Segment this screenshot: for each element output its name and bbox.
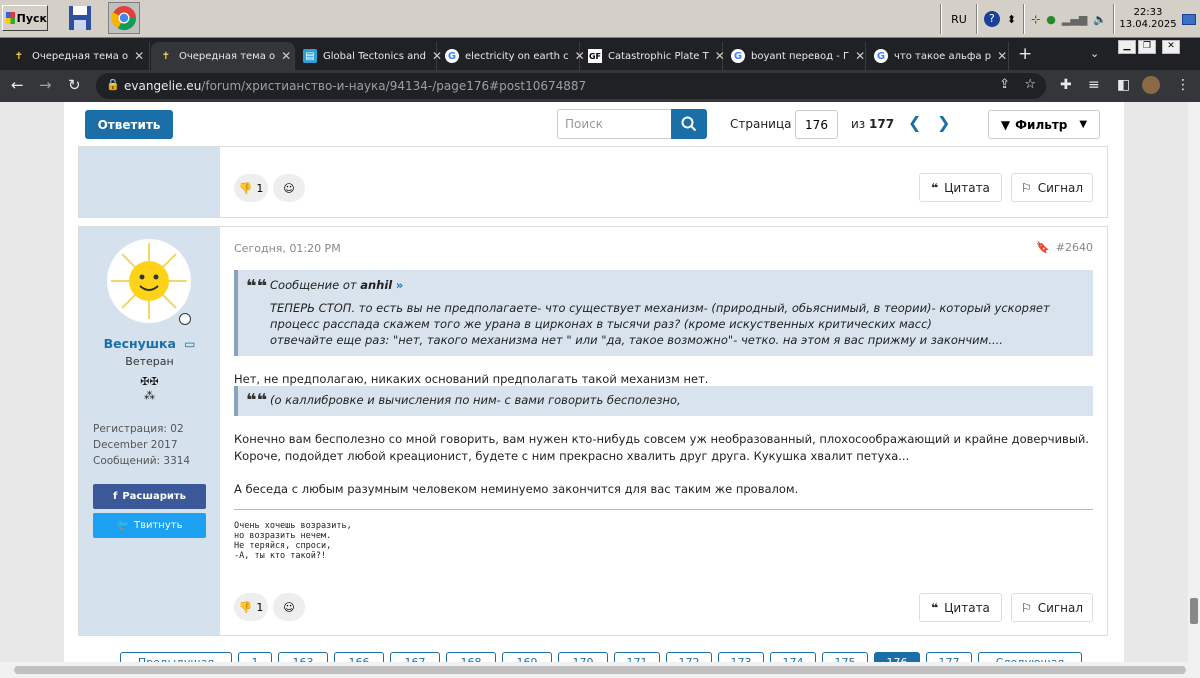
system-tray <box>937 0 1200 38</box>
menu-icon[interactable]: ⋮ <box>1176 77 1190 93</box>
tab-1[interactable] <box>151 42 295 70</box>
forum-content <box>64 102 1124 662</box>
next-page-icon[interactable]: ❯ <box>937 113 951 132</box>
quote-label: Цитата <box>944 180 990 195</box>
offline-status-icon <box>179 313 191 325</box>
share-facebook-button[interactable] <box>93 484 206 509</box>
flag-icon: ⚐ <box>1020 180 1032 195</box>
tray-arrow-icon[interactable]: ⬍ <box>1006 12 1017 26</box>
reload-icon[interactable]: ↻ <box>68 76 81 94</box>
url-path: /forum/христианство-и-наука/94134-/page176#post10674887 <box>201 79 587 93</box>
posts-count: Сообщений: 3314 <box>93 455 191 467</box>
address-bar-row <box>0 70 1200 102</box>
tweet-button[interactable] <box>93 513 206 538</box>
quote-label: Цитата <box>944 600 990 615</box>
network-icon[interactable]: ⊹ <box>1031 12 1041 26</box>
volume-icon[interactable]: 🔈 <box>1093 12 1107 26</box>
start-button[interactable] <box>2 5 48 31</box>
post-number-label: #2640 <box>1055 241 1093 254</box>
filter-label: Фильтр <box>1015 117 1068 132</box>
post-text: А беседа с любым разумным человеком неминуемо закончится для вас таким же провалом. <box>234 482 799 496</box>
close-icon[interactable]: ✕ <box>281 49 292 63</box>
close-icon[interactable]: ✕ <box>855 49 866 63</box>
vertical-scrollbar[interactable] <box>1188 102 1200 662</box>
post-footer <box>220 147 1107 217</box>
report-button[interactable] <box>1011 593 1093 622</box>
add-reaction-button[interactable] <box>273 174 305 202</box>
quote-header <box>270 278 403 292</box>
horizontal-scroll-thumb[interactable] <box>14 666 1186 674</box>
web-page <box>0 102 1188 662</box>
gf-icon: GF <box>588 49 602 63</box>
tab-title: Global Tectonics and <box>323 50 426 62</box>
thread-toolbar <box>64 102 1124 146</box>
help-icon[interactable]: ? <box>984 11 1000 27</box>
tab-search-icon[interactable]: ⌄ <box>1090 47 1100 60</box>
quote-mark-icon: ❝❝ <box>246 390 268 411</box>
close-icon[interactable]: ✕ <box>714 49 725 63</box>
post-text: Конечно вам бесполезно со мной говорить, вам нужен кто-нибудь совсем уж необразованный, плохосоображающий и крайне доверчивый. <box>234 432 1090 446</box>
thumb-icon: 👎 <box>238 600 253 614</box>
quote-button[interactable] <box>919 593 1002 622</box>
cross-icon: ✝ <box>14 50 24 62</box>
minimize-icon[interactable]: ▁ <box>1118 40 1136 54</box>
funnel-icon: ▼ <box>1000 117 1011 132</box>
tab-title: что такое альфа р <box>894 50 992 62</box>
browser-tab-strip <box>0 38 1200 70</box>
quote-icon: ❝ <box>931 180 939 195</box>
close-window-icon[interactable]: ✕ <box>1162 40 1180 54</box>
start-label: Пуск <box>16 11 47 25</box>
chrome-taskbar-icon[interactable] <box>108 2 140 34</box>
quote-block <box>234 270 1093 356</box>
smiley-icon: ☺ <box>283 181 295 195</box>
search-icon <box>681 116 697 132</box>
go-to-post-icon[interactable]: » <box>395 278 404 292</box>
like-count: 1 <box>256 181 264 195</box>
like-count: 1 <box>256 600 264 614</box>
quote-line: процесс расспада скажем того же урана в цирконах в тысячи раз? (кроме искуственных критических масс) <box>270 317 932 331</box>
thumb-icon: 👎 <box>238 181 253 195</box>
clock-time: 22:33 <box>1133 7 1163 18</box>
flag-icon: ⚐ <box>1020 600 1032 615</box>
close-icon[interactable]: ✕ <box>997 49 1008 63</box>
quote-text: (о каллибровке и вычисления по ним- с вами говорить бесполезно, <box>270 393 681 407</box>
post-sidebar <box>79 147 220 217</box>
clock-date: 13.04.2025 <box>1119 19 1177 30</box>
tab-3[interactable] <box>437 42 585 70</box>
filter-button[interactable] <box>988 110 1100 139</box>
quote-prefix: Сообщение от <box>270 278 357 292</box>
report-label: Сигнал <box>1037 180 1084 195</box>
like-button[interactable] <box>234 174 268 202</box>
search-button[interactable] <box>671 109 707 139</box>
extensions-icon[interactable]: ✚ <box>1060 77 1072 93</box>
forum-post <box>78 226 1108 636</box>
cross-icon: ✝ <box>161 50 171 62</box>
quote-line: отвечайте еще раз: "нет, такого механизма нет " или "да, такое возможно"- четко. на этом я вас прижму и закончим.... <box>270 333 1003 347</box>
tab-title: electricity on earth c <box>465 50 569 62</box>
bookmark-icon[interactable]: 🔖 <box>1036 241 1050 254</box>
close-icon[interactable]: ✕ <box>574 49 585 63</box>
prev-page-icon[interactable]: ❮ <box>908 113 922 132</box>
smiley-icon: ☺ <box>283 600 295 614</box>
signal-icon[interactable]: ▂▄▆ <box>1061 12 1088 26</box>
clock[interactable] <box>1118 7 1178 31</box>
message-icon[interactable]: ▭ <box>184 337 196 351</box>
share-icon[interactable]: ⇪ <box>999 77 1010 92</box>
tab-title: Catastrophic Plate T <box>608 50 709 62</box>
reg-date: December 2017 <box>93 439 178 451</box>
page-number-input[interactable]: 176 <box>795 110 838 139</box>
desktop-icon[interactable] <box>1182 14 1196 25</box>
vertical-scroll-thumb[interactable] <box>1190 598 1198 624</box>
previous-post <box>78 146 1108 218</box>
post-text: Нет, не предполагаю, никаких оснований предполагать такой механизм нет. <box>234 372 709 386</box>
restore-icon[interactable]: ❐ <box>1138 40 1156 54</box>
close-icon[interactable]: ✕ <box>134 49 145 63</box>
tab-title: Очередная тема о <box>179 50 276 62</box>
author-name[interactable]: Веснушка <box>103 336 176 351</box>
close-icon[interactable]: ✕ <box>432 49 443 63</box>
page-label: Страница <box>730 117 792 131</box>
signature-divider <box>234 509 1093 510</box>
quote-icon: ❝ <box>931 600 939 615</box>
caret-down-icon: ▼ <box>1079 119 1088 130</box>
google-icon: G <box>731 49 745 63</box>
google-icon: G <box>445 49 459 63</box>
tab-5[interactable] <box>723 42 866 70</box>
tab-title: Очередная тема о <box>32 50 129 62</box>
page-of-label <box>851 117 894 131</box>
tweet-label: Твитнуть <box>133 520 183 531</box>
facebook-icon: f <box>112 491 118 502</box>
url-field[interactable] <box>96 73 1046 99</box>
windows-taskbar <box>0 0 1200 38</box>
quote-mark-icon: ❝❝ <box>246 276 268 297</box>
reg-label: Регистрация: 02 <box>93 423 184 435</box>
like-button[interactable] <box>234 593 268 621</box>
reply-button[interactable]: Ответить <box>85 110 173 139</box>
post-number[interactable] <box>1036 241 1093 254</box>
twitter-icon: 🐦 <box>116 520 129 531</box>
avatar[interactable] <box>107 239 191 323</box>
tab-title: boyant перевод - Г <box>751 50 850 62</box>
post-timestamp: Сегодня, 01:20 PM <box>234 242 341 255</box>
forward-icon[interactable]: → <box>39 76 52 94</box>
quote-block <box>234 386 1093 416</box>
bookmark-star-icon[interactable]: ☆ <box>1024 77 1036 92</box>
back-icon[interactable]: ← <box>11 76 24 94</box>
share-label: Расшарить <box>122 491 187 502</box>
site-icon: ▤ <box>303 49 317 63</box>
google-icon: G <box>874 49 888 63</box>
rank-badge-icon: ✠✠ ⁂ <box>140 375 159 402</box>
quote-author[interactable]: anhil <box>360 278 393 292</box>
media-icon[interactable]: ≡ <box>1088 77 1100 93</box>
profile-avatar[interactable] <box>1142 76 1160 94</box>
report-button[interactable] <box>1011 173 1093 202</box>
tab-2[interactable] <box>295 42 443 70</box>
windows-logo-icon <box>6 12 15 24</box>
of-text: из <box>851 117 866 131</box>
quote-button[interactable] <box>919 173 1002 202</box>
quote-line: ТЕПЕРЬ СТОП. то есть вы не предполагаете- что существует механизм- (природный, обьяснимый, в теории)- который ускоряет <box>270 301 1050 315</box>
tab-6[interactable] <box>866 42 1009 70</box>
report-label: Сигнал <box>1037 600 1084 615</box>
post-body <box>220 227 1107 635</box>
url-host: evangelie.eu <box>124 79 202 93</box>
signature: Очень хочешь возразить, но возразить нечем. Не теряйся, спроси, -А, ты кто такой?! <box>234 521 352 561</box>
author-rank: Ветеран <box>125 355 174 368</box>
tab-0[interactable] <box>4 42 150 70</box>
lock-icon: 🔒 <box>106 78 120 91</box>
post-author-sidebar <box>79 227 220 635</box>
quote-text <box>270 300 1050 348</box>
search-input[interactable]: Поиск <box>557 109 672 139</box>
language-indicator[interactable]: RU <box>951 12 967 26</box>
new-tab-icon[interactable]: + <box>1018 44 1033 64</box>
tab-4[interactable] <box>580 42 723 70</box>
author-row <box>79 333 220 352</box>
floppy-save-icon[interactable] <box>64 2 96 34</box>
security-icon[interactable]: ● <box>1046 12 1056 26</box>
page-total: 177 <box>869 117 895 131</box>
side-panel-icon[interactable]: ◧ <box>1117 77 1131 93</box>
post-text: Короче, подойдет любой креационист, будете с ним прекрасно хвалить друг друга. Кукушка хвалит петуха... <box>234 449 910 463</box>
add-reaction-button[interactable] <box>273 593 305 621</box>
